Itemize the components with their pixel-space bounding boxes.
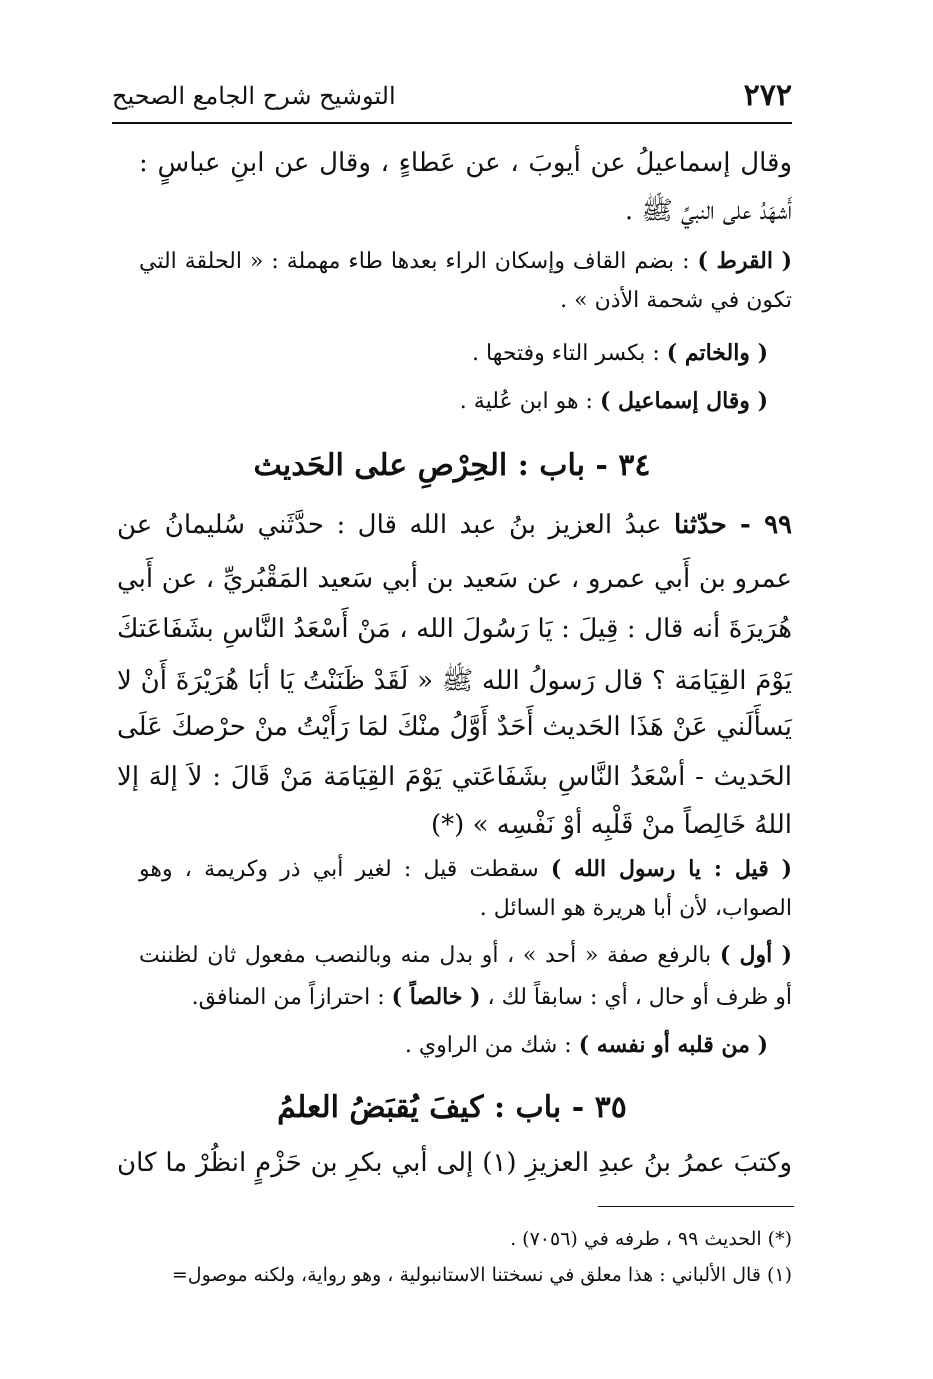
term-min-qalbihi: ( من قلبه أو نفسه ) (578, 1032, 768, 1058)
commentary-line (139, 942, 792, 968)
running-title: التوشيح شرح الجامع الصحيح (112, 82, 396, 110)
term-qil: ( قيل : يا رسول الله ) (550, 856, 792, 882)
footnote-rule (598, 1206, 794, 1207)
hadith-text: عبدُ العزيز بنُ عبد الله قال : حدَّثَني سُليمانُ عن (117, 510, 662, 540)
chapter-heading: ٣٤ - باب : الحِرْصِ على الحَديث (253, 448, 651, 483)
text-line: وكتبَ عمرُ بنُ عبدِ العزيزِ (١) إلى أبي بكرِ بن حَزْمٍ انظُرْ ما كان (117, 1148, 792, 1178)
text-line: أَشهَدُ على النبيِّ ﷺ . (624, 196, 792, 226)
chapter-heading: ٣٥ - باب : كيفَ يُقبَضُ العلمُ (277, 1090, 627, 1125)
commentary-line (192, 984, 792, 1010)
commentary-text: بالرفع صفة « أحد » ، أو بدل منه وبالنصب مفعول ثان لظننت (139, 943, 712, 968)
hadith-line: هُرَيرَةَ أنه قال : قِيلَ : يَا رَسُولَ الله ، مَنْ أَسْعَدُ النَّاسِ بشَفَاعَتكَ (117, 614, 792, 644)
commentary-line (460, 388, 768, 414)
commentary-text: : بكسر التاء وفتحها . (472, 341, 660, 366)
term-awwal: ( أول ) (719, 942, 792, 968)
commentary-line (139, 856, 792, 882)
commentary-line: الصواب، لأن أبا هريرة هو السائل . (479, 896, 792, 921)
hadith-line: عمرو بن أَبي عمرو ، عن سَعيد بن أبي سَعيد المَقْبُريِّ ، عن أَبي (117, 564, 792, 594)
page-number: ٢٧٢ (743, 78, 792, 113)
commentary-text: سقطت قيل : لغير أبي ذر وكريمة ، وهو (139, 857, 539, 882)
commentary-text: : شك من الراوي . (404, 1033, 572, 1058)
term-ismail: ( وقال إسماعيل ) (599, 388, 768, 414)
footnote: (١) قال الألباني : هذا معلق في نسختنا الاستانبولية ، وهو رواية، ولكنه موصول= (171, 1264, 792, 1286)
commentary-line (472, 340, 768, 366)
hadith-line (117, 510, 792, 540)
commentary-line: تكون في شحمة الأذن » . (560, 288, 792, 313)
hadith-line: الحَديث - أسْعَدُ النَّاسِ بشَفَاعَتي يَوْمَ القِيَامَة مَنْ قَالَ : لاَ إلهَ إلا (117, 762, 792, 792)
commentary-text: أو ظرف أو حال ، أي : سابقاً لك ، (480, 985, 792, 1010)
commentary-text: : بضم القاف وإسكان الراء بعدها طاء مهملة : « الحلقة التي (139, 249, 690, 274)
text-line: وقال إسماعيلُ عن أيوبَ ، عن عَطاءٍ ، وقال عن ابنِ عباسٍ : (139, 148, 792, 178)
commentary-text: : هو ابن عُلية . (459, 389, 593, 414)
term-khatam: ( والخاتم ) (666, 340, 768, 366)
commentary-line (139, 248, 792, 274)
hadith-line: يَوْمَ القِيَامَة ؟ قال رَسولُ الله ﷺ « لَقَدْ ظَنَنْتُ يَا أبَا هُرَيْرَةَ أَنْ لا (117, 666, 792, 696)
header-rule (112, 122, 792, 124)
hadith-line: اللهُ خَالِصاً منْ قَلْبِه أوْ نَفْسِه » (*) (431, 810, 792, 840)
term-khalisan: ( خالصاً ) (391, 984, 481, 1010)
commentary-text: : احترازاً من المنافق. (191, 985, 392, 1010)
term-qurt: ( القرط ) (697, 248, 792, 274)
footnote: (*) الحديث ٩٩ ، طرفه في (٧٠٥٦) . (510, 1228, 792, 1250)
commentary-line (405, 1032, 768, 1058)
hadith-line: يَسأَلَني عَنْ هَذَا الحَديث أَحَدٌ أَوَّلُ منْكَ لمَا رَأَيْتُ منْ حرْصكَ عَلَى (117, 712, 792, 742)
running-header (112, 78, 792, 122)
hadith-number: ٩٩ - حدّثنا (674, 510, 792, 540)
